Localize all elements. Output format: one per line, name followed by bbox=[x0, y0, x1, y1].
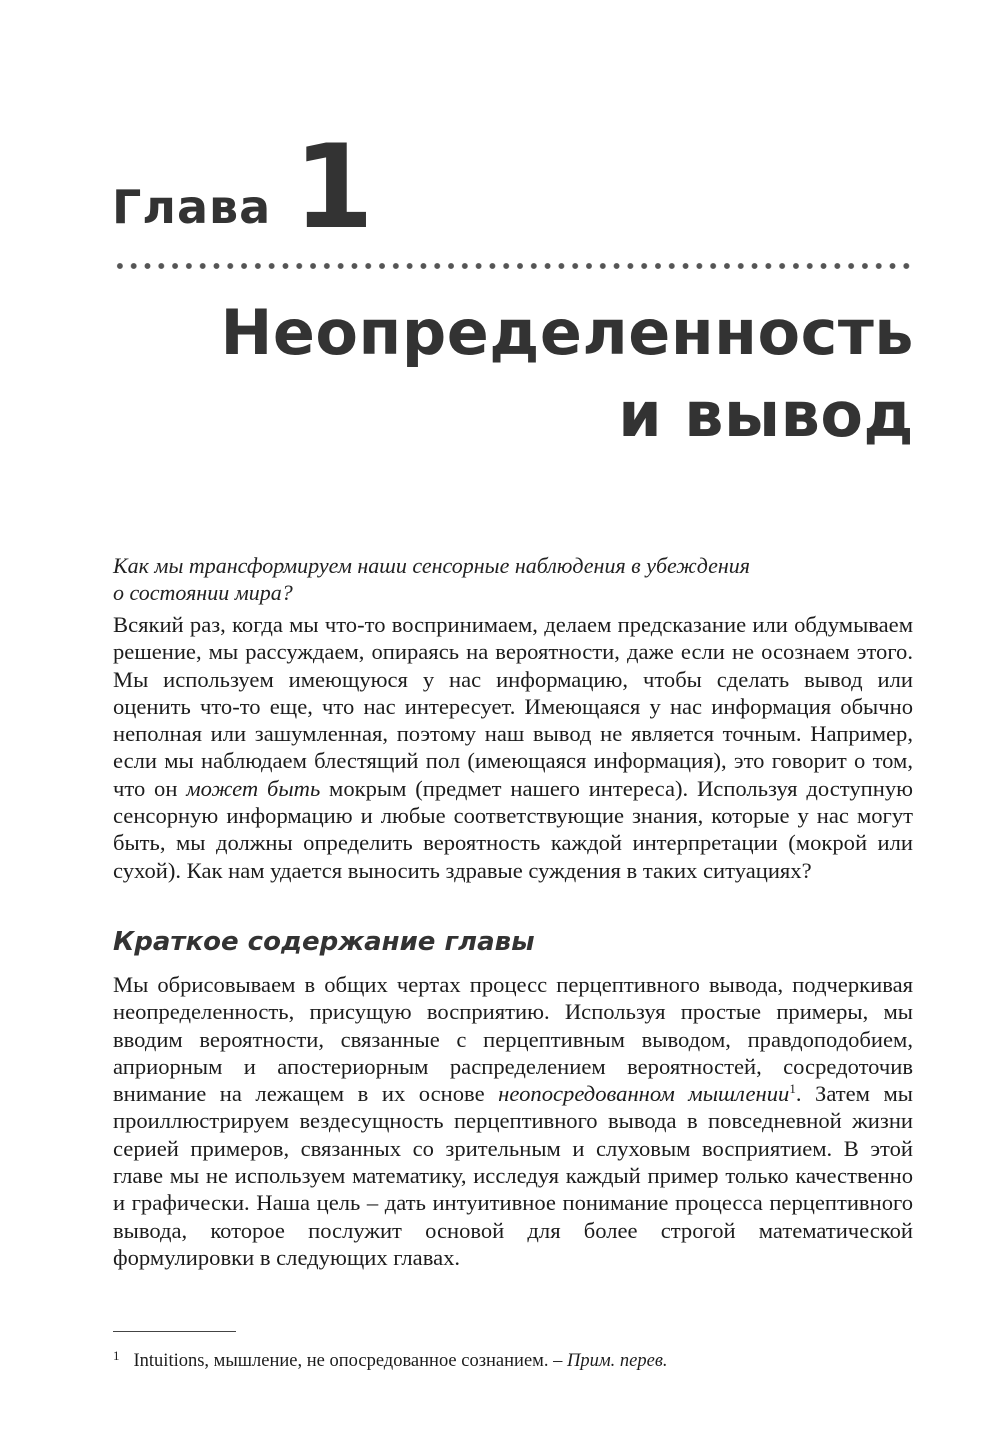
section-heading: Краткое содержание главы bbox=[113, 927, 535, 957]
intro-paragraph bbox=[113, 611, 913, 884]
footnote-reference[interactable]: 1 bbox=[789, 1081, 796, 1097]
intro-text-start: Всякий раз, когда мы что-то воспринимаем, делаем предсказание или обдумываем решение, мы рассуждаем, опираясь на вероятности, даже если не осознаем этого. Мы используем имеющуюся у нас информацию, чтобы сделать вывод или оценить что-то еще, что нас интересует. Имеющаяся у нас информация обычно неполная или зашумленная, поэтому наш вывод не является точным. Например, если мы наблюдаем блестящий пол (имеющаяся информация), это говорит о том, что он bbox=[113, 612, 913, 801]
chapter-title-line: и вывод bbox=[618, 378, 914, 451]
dotted-divider bbox=[113, 259, 913, 273]
footnote-text: Intuitions, мышление, не опосредованное сознанием. – bbox=[133, 1351, 567, 1371]
epigraph-line: Как мы трансформируем наши сенсорные наблюдения в убеждения bbox=[113, 553, 751, 578]
intro-emphasis: может быть bbox=[186, 775, 321, 801]
footnote-note: Прим. перев. bbox=[567, 1351, 668, 1371]
chapter-label bbox=[112, 120, 374, 255]
summary-paragraph bbox=[113, 971, 913, 1271]
chapter-word: Глава bbox=[112, 180, 272, 234]
intro-text-end: мокрым (предмет нашего интереса). Используя доступную сенсорную информацию и любые соответствующие знания, которые у нас могут быть, мы должны определить вероятность каждой интерпретации (мокрой или сухой). Как нам удается выносить здравые суждения в таких ситуациях? bbox=[113, 775, 913, 883]
epigraph bbox=[113, 552, 913, 606]
summary-text-start: Мы обрисовываем в общих чертах процесс перцептивного вывода, подчеркивая неопределенность, присущую восприятию. Используя простые примеры, мы вводим вероятности, связанные с перцептивным выводом, правдоподобием, априорным и апостериорным распределением вероятностей, сосредоточив внимание на лежащем в их основе bbox=[113, 972, 913, 1107]
footnote-mark: 1 bbox=[113, 1348, 120, 1363]
summary-text-end: . Затем мы проиллюстрируем вездесущность перцептивного вывода в повседневной жизни серией примеров, связанных со зрительным и слуховым восприятием. В этой главе мы не используем математику, исследуя каждый пример только качественно и графически. Наша цель – дать интуитивное понимание процесса перцептивного вывода, которое послужит основой для более строгой математической формулировки в следующих главах. bbox=[113, 1081, 913, 1270]
footnote bbox=[113, 1344, 913, 1373]
chapter-number: 1 bbox=[293, 120, 374, 255]
footnote-divider bbox=[113, 1331, 236, 1332]
epigraph-line: о состоянии мира? bbox=[113, 580, 293, 605]
chapter-title bbox=[220, 292, 914, 456]
summary-emphasis: неопосредованном мышлении bbox=[498, 1081, 790, 1107]
chapter-title-line: Неопределенность bbox=[220, 296, 914, 369]
